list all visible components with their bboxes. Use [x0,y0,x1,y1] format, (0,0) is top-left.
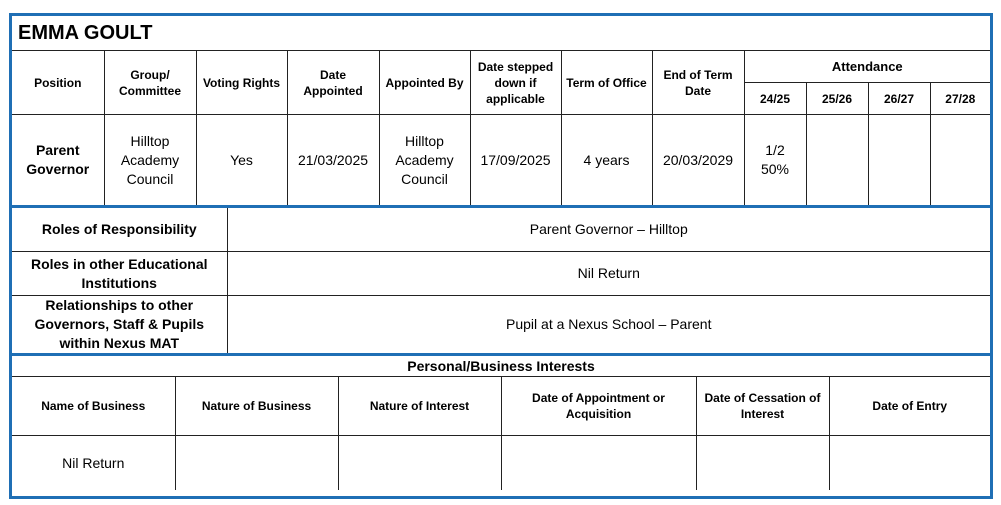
roles-other-institutions-label: Roles in other Educational Institutions [12,252,227,296]
attendance-percent: 50% [760,161,790,177]
governor-details-table [12,16,990,205]
header-year: 25/26 [806,83,868,115]
name-of-business-value: Nil Return [12,436,175,491]
table-row [12,207,990,252]
header-appointed-by: Appointed By [379,51,470,115]
group-value: Hilltop Academy Council [104,115,196,206]
business-interests-table [12,353,990,490]
header-group: Group/ Committee [104,51,196,115]
table-row [12,436,990,491]
header-date-of-appointment: Date of Appointment or Acquisition [501,377,696,436]
header-term-of-office: Term of Office [561,51,652,115]
relationships-label: Relationships to other Governors, Staff & Pupils within Nexus MAT [12,296,227,354]
date-appointed-value: 21/03/2025 [287,115,379,206]
relationships-value: Pupil at a Nexus School – Parent [227,296,990,354]
roles-responsibility-label: Roles of Responsibility [12,207,227,252]
header-attendance: Attendance [744,51,990,83]
header-year: 27/28 [930,83,990,115]
voting-rights-value: Yes [196,115,287,206]
header-year: 24/25 [744,83,806,115]
header-date-stepped-down: Date stepped down if applicable [470,51,561,115]
table-row [12,252,990,296]
header-name-of-business: Name of Business [12,377,175,436]
business-interests-title: Personal/Business Interests [12,355,990,377]
attendance-cell [868,115,930,206]
header-date-appointed: Date Appointed [287,51,379,115]
date-of-cessation-value [696,436,829,491]
attendance-fraction: 1/2 [765,142,785,158]
nature-of-interest-value [338,436,501,491]
table-row [12,115,990,206]
attendance-cell [806,115,868,206]
header-position: Position [12,51,104,115]
date-of-appointment-value [501,436,696,491]
roles-table [12,205,990,353]
date-of-entry-value [829,436,990,491]
table-row [12,296,990,354]
position-value: Parent Governor [12,115,104,206]
term-value: 4 years [561,115,652,206]
attendance-cell [930,115,990,206]
header-year: 26/27 [868,83,930,115]
governor-record-frame [9,13,993,499]
roles-responsibility-value: Parent Governor – Hilltop [227,207,990,252]
nature-of-business-value [175,436,338,491]
roles-other-institutions-value: Nil Return [227,252,990,296]
header-nature-of-business: Nature of Business [175,377,338,436]
header-nature-of-interest: Nature of Interest [338,377,501,436]
appointed-by-value: Hilltop Academy Council [379,115,470,206]
date-stepped-down-value: 17/09/2025 [470,115,561,206]
header-end-of-term: End of Term Date [652,51,744,115]
header-date-of-cessation: Date of Cessation of Interest [696,377,829,436]
attendance-cell [744,115,806,206]
governor-name: EMMA GOULT [12,16,990,51]
end-of-term-value: 20/03/2029 [652,115,744,206]
header-voting-rights: Voting Rights [196,51,287,115]
header-date-of-entry: Date of Entry [829,377,990,436]
